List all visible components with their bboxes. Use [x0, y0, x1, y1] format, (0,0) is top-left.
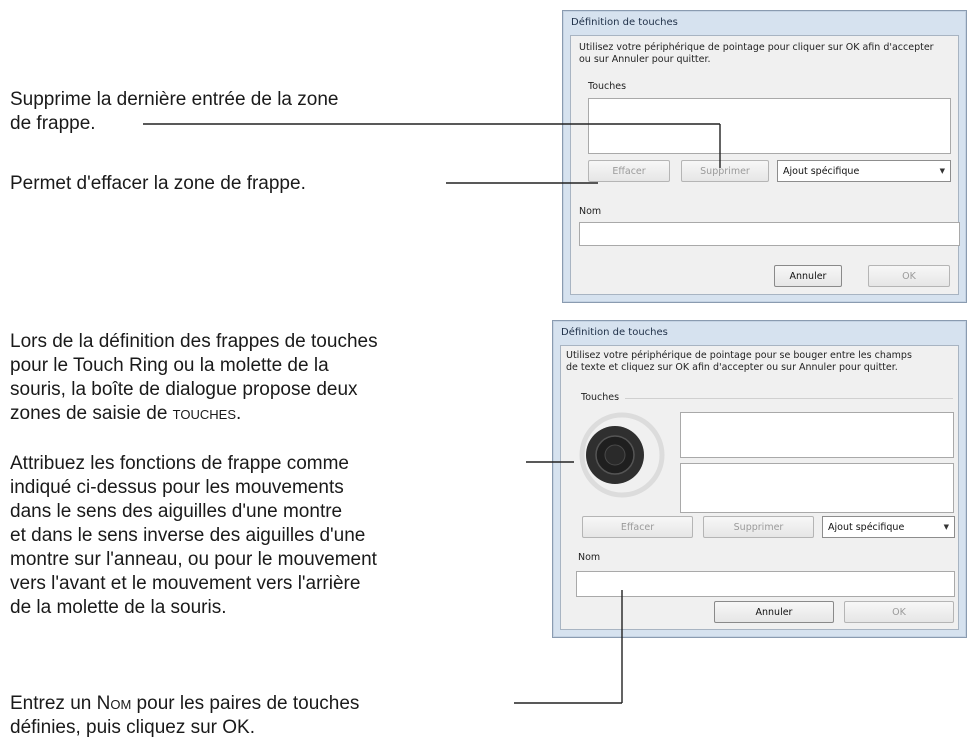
dialog-2-special-select-value: Ajout spécifique [828, 521, 905, 533]
callout-assign-line6: vers l'avant et le mouvement vers l'arrière [10, 573, 361, 594]
touch-ring-icon [579, 412, 665, 498]
callout-name [10, 692, 359, 740]
dialog-2-title: Définition de touches [561, 327, 668, 338]
callout-touchring [10, 330, 378, 426]
dialog-2-keys-input-bottom[interactable] [680, 463, 954, 513]
callout-name-line1-post: pour les paires de touches [131, 693, 360, 714]
dialog-1-clear-button[interactable]: Effacer [588, 160, 670, 182]
dialog-1-special-select-value: Ajout spécifique [783, 165, 860, 177]
chevron-down-icon: ▼ [939, 167, 945, 175]
dialog-2-name-input[interactable] [576, 571, 955, 597]
dialog-2-ok-button[interactable]: OK [844, 601, 954, 623]
dialog-1-keys-input[interactable] [588, 98, 951, 154]
dialog-2-keys-group-line [625, 398, 953, 399]
dialog-1-special-select[interactable] [777, 160, 951, 182]
dialog-1-instruction-line2: ou sur Annuler pour quitter. [579, 54, 711, 65]
dialog-1-instruction-line1: Utilisez votre périphérique de pointage pour cliquer sur OK afin d'accepter [579, 42, 934, 53]
dialog-2-instruction-line1: Utilisez votre périphérique de pointage pour se bouger entre les champs [566, 350, 912, 361]
callout-assign-line1: Attribuez les fonctions de frappe comme [10, 453, 350, 474]
callout-touchring-line4-post: . [236, 403, 242, 424]
dialog-2-keys-input-top[interactable] [680, 412, 954, 458]
callout-delete-last-line2: de frappe. [10, 113, 96, 134]
dialog-1-delete-button[interactable]: Supprimer [681, 160, 769, 182]
callout-touchring-line4 [10, 403, 241, 424]
dialog-1-keys-label: Touches [588, 81, 627, 92]
callout-clear-zone [10, 172, 306, 196]
callout-clear-zone-line1: Permet d'effacer la zone de frappe. [10, 173, 306, 194]
callout-assign-line3: dans le sens des aiguilles d'une montre [10, 501, 343, 522]
callout-assign-line4: et dans le sens inverse des aiguilles d'une [10, 525, 366, 546]
dialog-1-cancel-button[interactable]: Annuler [774, 265, 842, 287]
dialog-2-body [560, 345, 959, 630]
dialog-1-name-label: Nom [579, 206, 602, 217]
key-definition-dialog-2 [552, 320, 967, 638]
dialog-2-cancel-button[interactable]: Annuler [714, 601, 834, 623]
chevron-down-icon: ▼ [943, 523, 949, 531]
callout-name-line1 [10, 693, 359, 714]
callout-delete-last [10, 88, 338, 136]
dialog-1-title: Définition de touches [571, 17, 678, 28]
callout-assign-line5: montre sur l'anneau, ou pour le mouvement [10, 549, 377, 570]
dialog-1-body [570, 35, 959, 295]
callout-name-nom: Nom [96, 693, 132, 714]
dialog-2-instruction [566, 350, 912, 374]
callout-delete-last-line1: Supprime la dernière entrée de la zone [10, 89, 339, 110]
callout-assign-line7: de la molette de la souris. [10, 597, 227, 618]
callout-touchring-line4-pre: zones de saisie de [10, 403, 173, 424]
dialog-2-name-label: Nom [578, 552, 601, 563]
dialog-1-ok-button[interactable]: OK [868, 265, 950, 287]
callout-touchring-line3: souris, la boîte de dialogue propose deux [10, 379, 358, 400]
dialog-2-delete-button[interactable]: Supprimer [703, 516, 814, 538]
callout-name-line1-pre: Entrez un [10, 693, 97, 714]
dialog-1-instruction [579, 42, 934, 66]
dialog-2-keys-label: Touches [581, 392, 620, 403]
callout-assign [10, 452, 377, 620]
dialog-2-instruction-line2: de texte et cliquez sur OK afin d'accepter ou sur Annuler pour quitter. [566, 362, 898, 373]
dialog-1-name-input[interactable] [579, 222, 960, 246]
callout-name-line2: définies, puis cliquez sur OK. [10, 717, 256, 738]
callout-touchring-line2: pour le Touch Ring ou la molette de la [10, 355, 329, 376]
dialog-2-special-select[interactable] [822, 516, 955, 538]
callout-touchring-line1: Lors de la définition des frappes de touches [10, 331, 378, 352]
callout-touchring-keys: touches [172, 403, 236, 424]
dialog-2-clear-button[interactable]: Effacer [582, 516, 693, 538]
key-definition-dialog-1 [562, 10, 967, 303]
callout-assign-line2: indiqué ci-dessus pour les mouvements [10, 477, 344, 498]
